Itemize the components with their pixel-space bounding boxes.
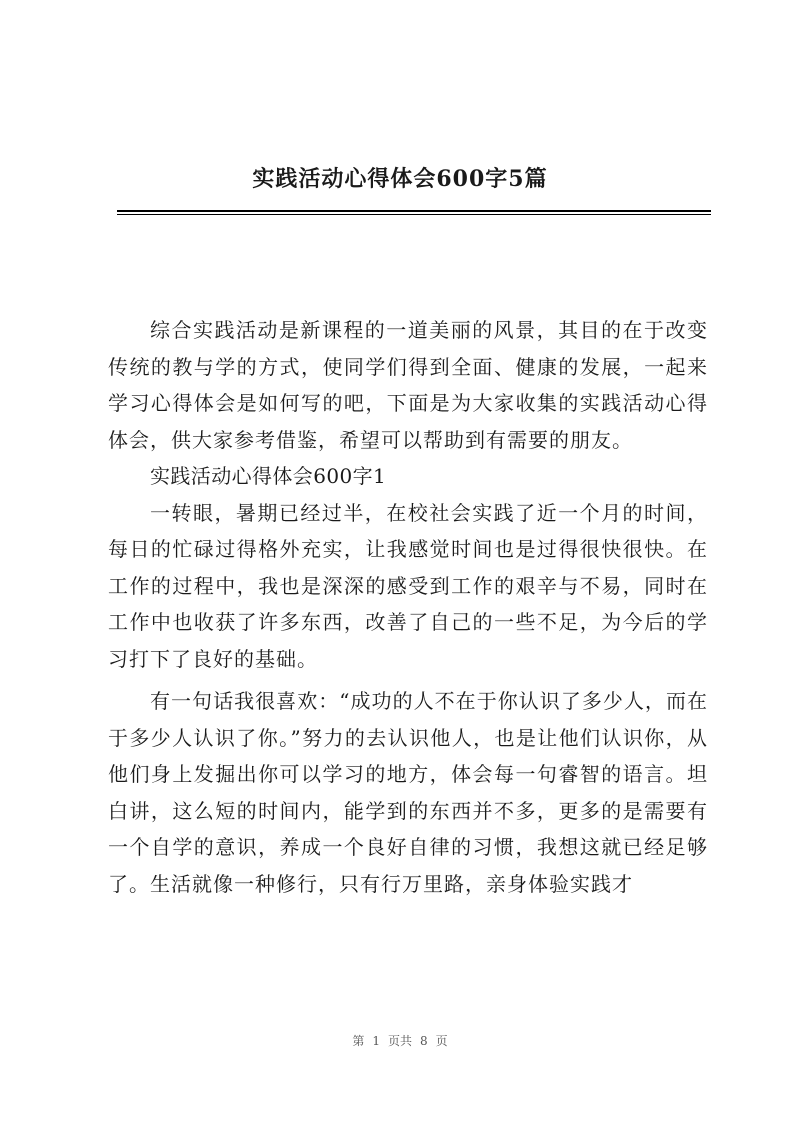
title-divider-thin <box>117 214 711 215</box>
section-heading: 实践活动心得体会600字1 <box>150 464 387 488</box>
body-paragraph: 一转眼，暑期已经过半，在校社会实践了近一个月的时间，每日的忙碌过得格外充实，让我感觉时间也是过得很快很快。在工作的过程中，我也是深深的感受到工作的艰辛与不易，同时在工作中也收获了许多东西，改善了自己的一些不足，为今后的学习打下了良好的基础。 <box>108 500 708 671</box>
page-middle: 页共 <box>387 1034 412 1048</box>
body-paragraph: 有一句话我很喜欢：“成功的人不在于你认识了多少人，而在于多少人认识了你。”努力的去认识他人，也是让他们认识你，从他们身上发掘出你可以学习的地方，体会每一句睿智的语言。坦白讲，这么短的时间内，能学到的东西并不多，更多的是需要有一个自学的意识，养成一个良好自律的习惯，我想这就已经足够了。生活就像一种修行，只有行万里路，亲身体验实践才 <box>108 689 708 896</box>
document-title: 实践活动心得体会600字5篇 <box>252 166 548 192</box>
total-pages-number: 8 <box>420 1034 428 1048</box>
document-body <box>108 312 708 902</box>
title-divider-thick <box>117 210 711 212</box>
current-page-number: 1 <box>372 1034 380 1048</box>
page-prefix: 第 <box>352 1034 365 1048</box>
page-suffix: 页 <box>435 1034 448 1048</box>
page-footer <box>0 1032 800 1049</box>
intro-paragraph: 综合实践活动是新课程的一道美丽的风景，其目的在于改变传统的教与学的方式，使同学们得到全面、健康的发展，一起来学习心得体会是如何写的吧，下面是为大家收集的实践活动心得体会，供大家参考借鉴，希望可以帮助到有需要的朋友。 <box>108 318 708 452</box>
